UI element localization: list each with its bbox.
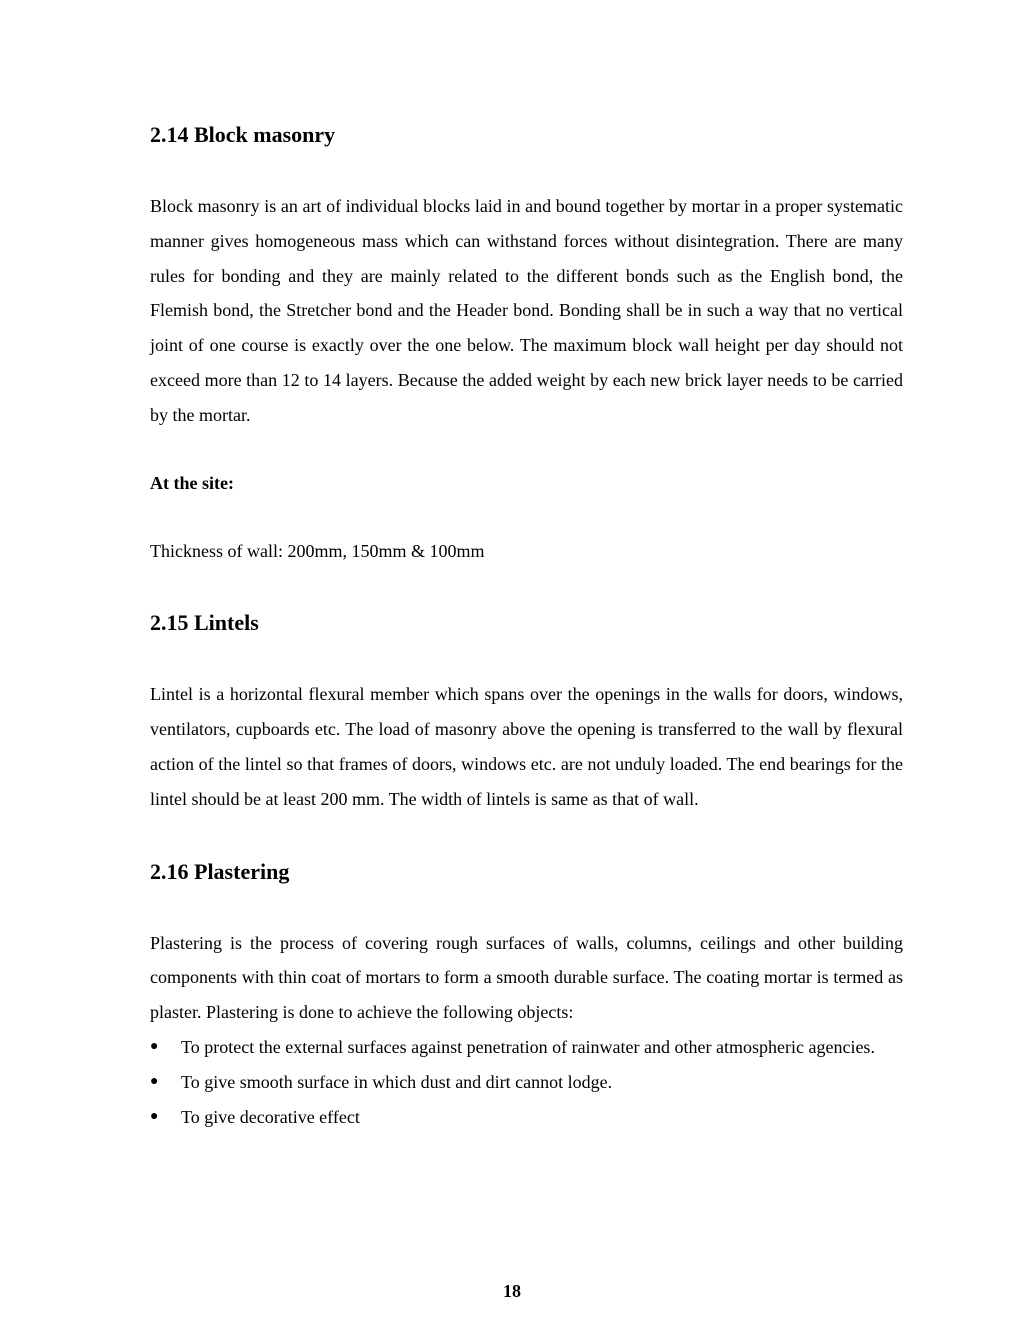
section-paragraph: Plastering is the process of covering rough surfaces of walls, columns, ceilings and other building components with thin coat of mortars to form a smooth durable surface. The coating mortar is termed as plaster. Plastering is done to achieve the following objects:: [150, 932, 903, 1023]
section-heading: 2.15 Lintels: [150, 610, 259, 636]
section-heading: 2.16 Plastering: [150, 858, 290, 884]
section-heading: 2.14 Block masonry: [150, 122, 336, 147]
objects-list: [150, 1030, 903, 1134]
page-content: [150, 117, 903, 1134]
section-plastering: [150, 854, 903, 1135]
bullet-icon: ●: [150, 1038, 159, 1054]
list-item-text: To give decorative effect: [181, 1106, 360, 1127]
bullet-icon: ●: [150, 1073, 159, 1089]
section-paragraph: Block masonry is an art of individual blocks laid in and bound together by mortar in a proper systematic manner gives homogeneous mass which can withstand forces without disintegration. There are many rules for bonding and they are mainly related to the different bonds such as the English bond, the Flemish bond, the Stretcher bond and the Header bond. Bonding shall be in such a way that no vertical joint of one course is exactly over the one below. The maximum block wall height per day should not exceed more than 12 to 14 layers. Because the added weight by each new brick layer needs to be carried by the mortar.: [150, 196, 903, 425]
section-paragraph: Lintel is a horizontal flexural member which spans over the openings in the walls for doors, windows, ventilators, cupboards etc. The load of masonry above the opening is transferred to the wall by flexural action of the lintel so that frames of doors, windows etc. are not unduly loaded. The end bearings for the lintel should be at least 200 mm. The width of lintels is same as that of wall.: [150, 684, 903, 809]
section-lintels: [150, 605, 903, 816]
bullet-icon: ●: [150, 1108, 159, 1124]
list-item-text: To protect the external surfaces against penetration of rainwater and other atmospheric agencies.: [181, 1036, 875, 1057]
page-number: 18: [503, 1281, 521, 1301]
list-item: [150, 1030, 903, 1065]
list-item: [150, 1065, 903, 1100]
list-item: [150, 1100, 903, 1135]
list-item-text: To give smooth surface in which dust and dirt cannot lodge.: [181, 1071, 613, 1092]
section-block-masonry: [150, 117, 903, 568]
subheading: At the site:: [150, 472, 234, 493]
wall-thickness-note: Thickness of wall: 200mm, 150mm & 100mm: [150, 540, 485, 561]
